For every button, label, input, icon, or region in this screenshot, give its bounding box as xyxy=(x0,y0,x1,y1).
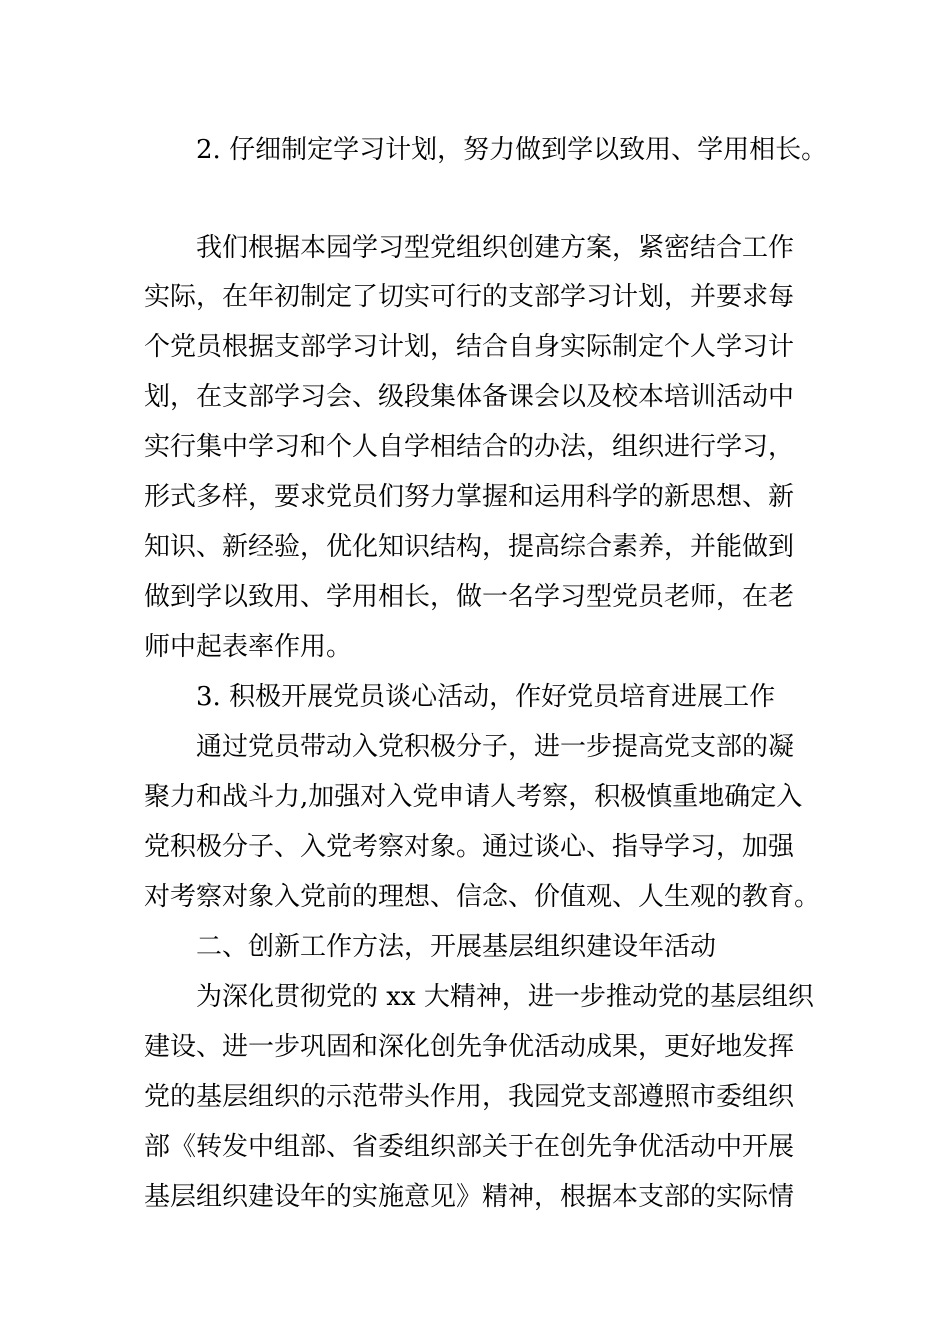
paragraph-line: 个党员根据支部学习计划，结合自身实际制定个人学习计 xyxy=(144,332,795,362)
paragraph-line: 知识、新经验，优化知识结构，提高综合素养，并能做到 xyxy=(144,532,795,562)
paragraph-line: 通过党员带动入党积极分子，进一步提高党支部的凝 xyxy=(196,732,795,762)
paragraph-line: 党的基层组织的示范带头作用，我园党支部遵照市委组织 xyxy=(144,1082,795,1112)
paragraph-line: 对考察对象入党前的理想、信念、价值观、人生观的教育。 xyxy=(144,882,821,912)
paragraph-line: 实际，在年初制定了切实可行的支部学习计划，并要求每 xyxy=(144,282,795,312)
paragraph-line: 我们根据本园学习型党组织创建方案，紧密结合工作 xyxy=(196,233,795,263)
paragraph-line: 党积极分子、入党考察对象。通过谈心、指导学习，加强 xyxy=(144,832,795,862)
heading-item-3: 3. 积极开展党员谈心活动，作好党员培育进展工作 xyxy=(196,682,776,712)
paragraph-line: 师中起表率作用。 xyxy=(144,632,353,662)
section-heading-2: 二、创新工作方法，开展基层组织建设年活动 xyxy=(196,932,717,962)
heading-item-2: 2. 仔细制定学习计划，努力做到学以致用、学用相长。 xyxy=(196,135,828,165)
paragraph-line: 部《转发中组部、省委组织部关于在创先争优活动中开展 xyxy=(144,1132,795,1162)
paragraph-line: 为深化贯彻党的 xx 大精神，进一步推动党的基层组织 xyxy=(196,982,814,1012)
paragraph-line: 基层组织建设年的实施意见》精神，根据本支部的实际情 xyxy=(144,1182,795,1212)
paragraph-line: 建设、进一步巩固和深化创先争优活动成果，更好地发挥 xyxy=(144,1032,795,1062)
paragraph-line: 做到学以致用、学用相长，做一名学习型党员老师，在老 xyxy=(144,582,795,612)
paragraph-line: 形式多样，要求党员们努力掌握和运用科学的新思想、新 xyxy=(144,482,795,512)
paragraph-line: 聚力和战斗力,加强对入党申请人考察，积极慎重地确定入 xyxy=(144,782,803,812)
paragraph-line: 划，在支部学习会、级段集体备课会以及校本培训活动中 xyxy=(144,382,795,412)
paragraph-line: 实行集中学习和个人自学相结合的办法，组织进行学习， xyxy=(144,432,795,462)
